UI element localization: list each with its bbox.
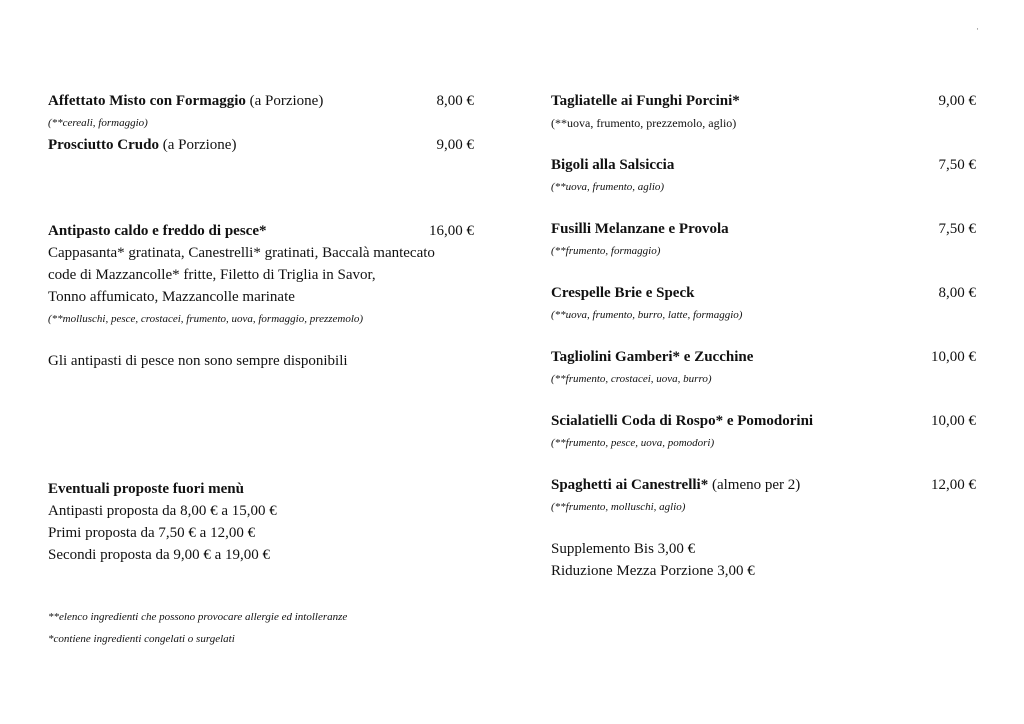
menu-item [551,282,976,326]
item-note: (almeno per 2) [708,477,801,493]
menu-item [551,346,976,390]
item-price: 8,00 € [938,285,976,301]
proposal-line: Secondi proposta da 9,00 € a 19,00 € [48,547,271,563]
menu-item-affettato [48,90,474,134]
item-allergens: (**uova, frumento, aglio) [551,181,665,193]
menu-item [551,90,976,134]
item-description-line: code di Mazzancolle* fritte, Filetto di Triglia in Savor, [48,267,376,283]
corner-mark: · [976,24,979,34]
item-name: Spaghetti ai Canestrelli* [551,477,709,493]
item-price: 16,00 € [429,223,474,239]
item-allergens: (**frumento, pesce, uova, pomodori) [551,437,715,449]
item-allergens: (**uova, frumento, burro, latte, formaggio) [551,309,743,321]
extra-line: Supplemento Bis 3,00 € [551,541,696,557]
menu-item [551,154,976,198]
off-menu-proposals [48,478,474,566]
menu-item [551,410,976,454]
menu-item [551,474,976,518]
item-allergens: (**frumento, molluschi, aglio) [551,501,686,513]
item-price: 9,00 € [938,93,976,109]
item-price: 9,00 € [436,137,474,153]
item-allergens: (**frumento, formaggio) [551,245,661,257]
item-name: Prosciutto Crudo [48,137,159,153]
item-name: Antipasto caldo e freddo di pesce* [48,223,267,239]
item-note: (a Porzione) [158,137,237,153]
item-name: Tagliatelle ai Funghi Porcini* [551,93,740,109]
item-note: (a Porzione) [245,93,324,109]
item-description-line: Tonno affumicato, Mazzancolle marinate [48,289,295,305]
proposals-title: Eventuali proposte fuori menù [48,481,244,497]
left-column [48,90,474,650]
right-column [551,90,976,582]
extra-line: Riduzione Mezza Porzione 3,00 € [551,563,755,579]
item-name: Scialatielli Coda di Rospo* e Pomodorini [551,413,814,429]
item-price: 10,00 € [931,413,976,429]
menu-item [551,218,976,262]
footnote-allergens: **elenco ingredienti che possono provocare allergie ed intolleranze [48,611,348,623]
item-allergens: (**cereali, formaggio) [48,117,148,129]
proposal-line: Antipasti proposta da 8,00 € a 15,00 € [48,503,277,519]
item-price: 7,50 € [938,157,976,173]
item-description-line: Cappasanta* gratinata, Canestrelli* gratinati, Baccalà mantecato [48,245,435,261]
item-price: 7,50 € [938,221,976,237]
item-price: 8,00 € [436,93,474,109]
item-name: Tagliolini Gamberi* e Zucchine [551,349,754,365]
item-allergens: (**uova, frumento, prezzemolo, aglio) [551,116,737,130]
menu-item-prosciutto [48,134,474,156]
item-name: Bigoli alla Salsiccia [551,157,675,173]
availability-note: Gli antipasti di pesce non sono sempre disponibili [48,353,348,369]
item-price: 10,00 € [931,349,976,365]
footnote-frozen: *contiene ingredienti congelati o surgelati [48,633,235,645]
item-price: 12,00 € [931,477,976,493]
item-name: Crespelle Brie e Speck [551,285,695,301]
item-allergens: (**molluschi, pesce, crostacei, frumento, uova, formaggio, prezzemolo) [48,313,364,325]
item-name: Affettato Misto con Formaggio [48,93,246,109]
proposal-line: Primi proposta da 7,50 € a 12,00 € [48,525,256,541]
menu-item-antipasto-pesce [48,220,474,330]
item-name: Fusilli Melanzane e Provola [551,221,729,237]
item-allergens: (**frumento, crostacei, uova, burro) [551,373,712,385]
